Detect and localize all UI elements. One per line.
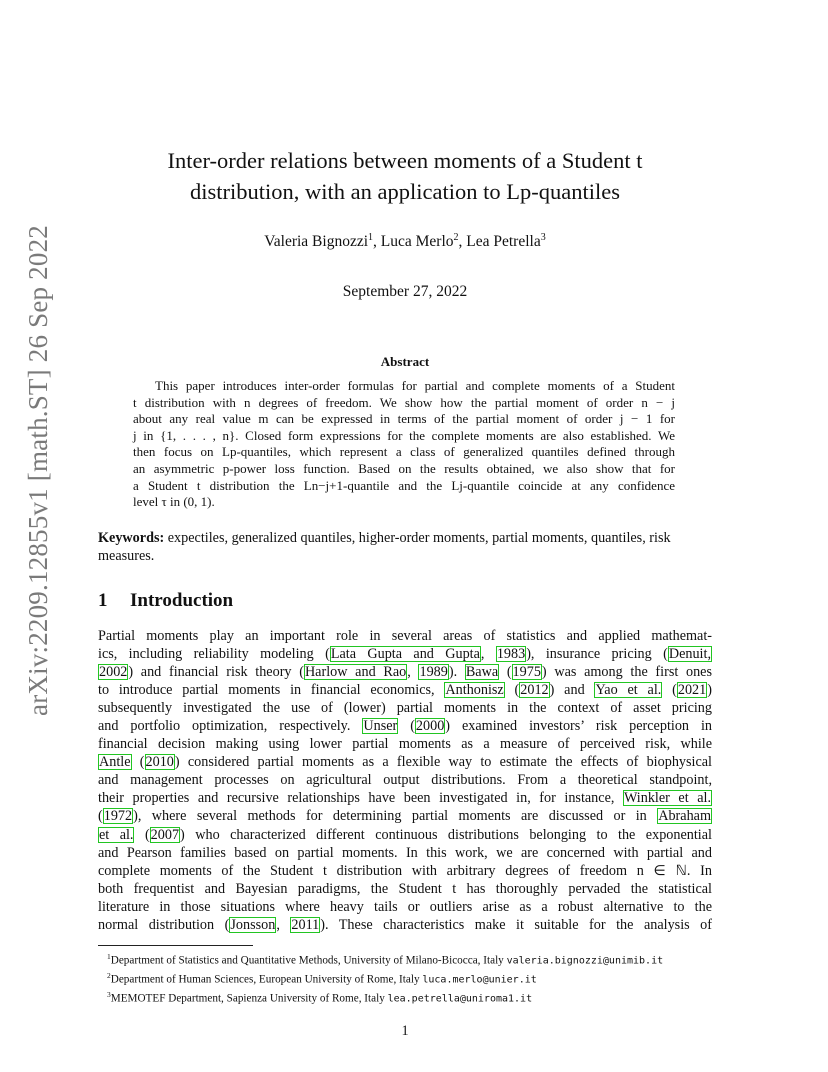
intro-line (98, 645, 712, 663)
keywords-text: expectiles, generalized quantiles, higher-order moments, partial moments, quantiles, risk measures. (98, 530, 671, 564)
intro-text: financial decision making using lower partial moments as a measure of perceived risk, while (98, 736, 712, 753)
intro-text: subsequently investigated the use of (lower) partial moments in the context of asset pricing (98, 700, 712, 717)
intro-line (98, 898, 712, 916)
intro-text: literature in those situations where heavy tails or outliers arise as a robust alternative to the (98, 898, 712, 915)
intro-text: Partial moments play an important role in several areas of statistics and applied mathemat- (98, 628, 712, 644)
intro-text: ) was among the first ones (541, 664, 712, 681)
intro-line (98, 916, 712, 934)
footnote-mark: 2 (107, 971, 111, 981)
intro-line (98, 735, 712, 753)
citation-link[interactable]: Harlow and Rao (304, 664, 407, 681)
citation-link[interactable]: 1983 (496, 646, 526, 663)
abstract-line: about any real value m can be expressed in terms of the partial moment of order j − 1 for (133, 411, 675, 427)
footnote-text: Department of Human Sciences, European University of Rome, Italy (110, 973, 423, 986)
author-name: Lea Petrella (466, 233, 541, 251)
intro-line (98, 663, 712, 681)
intro-text: ) and financial risk theory ( (128, 664, 304, 681)
author-name: Valeria Bignozzi (264, 233, 369, 251)
citation-link[interactable]: Unser (363, 718, 398, 735)
intro-text: ( (499, 664, 512, 681)
intro-line (98, 826, 712, 844)
title-line-2: distribution, with an application to Lp-quantiles (190, 179, 620, 204)
intro-text: normal distribution ( (98, 916, 230, 933)
citation-link[interactable]: et al. (99, 826, 134, 843)
intro-text: complete moments of the Student t distribution with arbitrary degrees of freedom n ∈ ℕ. In (98, 862, 712, 879)
intro-line (98, 789, 712, 807)
citation-link[interactable]: Anthonisz (445, 682, 504, 699)
email-link[interactable]: lea.petrella@uniroma1.it (387, 994, 533, 1006)
citation-link[interactable]: 2010 (145, 754, 174, 771)
citation-link[interactable]: 1989 (419, 664, 448, 681)
citation-link[interactable]: Winkler et al. (623, 790, 711, 807)
footnote (98, 950, 788, 969)
abstract-line: level τ in (0, 1). (133, 494, 215, 510)
abstract-body (133, 378, 675, 511)
footnote-text: Department of Statistics and Quantitative Methods, University of Milano-Bicocca, Italy (110, 954, 507, 967)
intro-text: , (407, 664, 419, 681)
citation-link[interactable]: Yao et al. (595, 682, 662, 699)
section-number: 1 (98, 590, 108, 611)
intro-text: ). These characteristics make it suitable for the analysis of (320, 916, 712, 933)
footnote (98, 988, 788, 1007)
abstract-line: an asymmetric p-power loss function. Based on the results obtained, we also show that for (133, 460, 675, 476)
footnote (98, 969, 788, 988)
footnotes (98, 950, 788, 1008)
intro-text: ) and (549, 682, 595, 699)
intro-text: ( (504, 682, 520, 699)
intro-text: to introduce partial moments in financial economics, (98, 682, 445, 699)
paper-title (98, 145, 712, 207)
email-link[interactable]: valeria.bignozzi@unimib.it (506, 955, 664, 967)
intro-text: ), where several methods for determining partial moments are discussed or in (133, 808, 658, 825)
citation-link[interactable]: 1972 (103, 808, 133, 825)
intro-line (98, 807, 712, 825)
citation-link[interactable]: 2002 (99, 664, 128, 681)
abstract-line: a Student t distribution the Ln−j+1-quantile and the Lj-quantile coincide at any confidence (133, 477, 675, 493)
citation-link[interactable]: 2007 (150, 826, 180, 843)
intro-text: , (480, 646, 496, 663)
author-mark: 3 (540, 232, 546, 243)
citation-link[interactable]: 1975 (512, 664, 541, 681)
email-link[interactable]: luca.merlo@unier.it (422, 974, 537, 986)
intro-text: ) examined investors’ risk perception in (445, 718, 712, 735)
intro-line (98, 753, 712, 771)
intro-line (98, 681, 712, 699)
citation-link[interactable]: Denuit, (668, 646, 711, 663)
footnote-rule (98, 945, 253, 946)
intro-text: and portfolio optimization, respectively. (98, 718, 363, 735)
citation-link[interactable]: Lata Gupta and Gupta (330, 646, 480, 663)
citation-link[interactable]: Jonsson (230, 916, 276, 933)
footnote-text: MEMOTEF Department, Sapienza University of Rome, Italy (110, 993, 388, 1006)
intro-text: and Pearson families based on partial moments. In this work, we are concerned with partial and (98, 844, 712, 861)
intro-text: ). (448, 664, 465, 681)
intro-text: ), insurance pricing ( (526, 646, 668, 663)
intro-text: ( (662, 682, 677, 699)
intro-text: ) who characterized different continuous distributions belonging to the exponential (180, 826, 712, 843)
keywords-label: Keywords: (98, 530, 165, 546)
section-title: Introduction (130, 590, 234, 611)
footnote-mark: 1 (107, 952, 111, 961)
arxiv-stamp-text: arXiv:2209.12855v1 [math.ST] 26 Sep 2022 (22, 224, 53, 716)
intro-text: , (276, 916, 291, 933)
author-list: Valeria Bignozzi$^1$, Luca Merlo$^2$, Lea Petrella$^3$ (264, 232, 546, 251)
page-number: 1 (401, 1023, 409, 1039)
intro-line (98, 844, 712, 862)
abstract-line: j in {1, . . . , n}. Closed form expressions for the complete moments are also established. We (133, 427, 675, 443)
intro-text: ( (398, 718, 415, 735)
introduction-body (98, 627, 712, 934)
arxiv-stamp (18, 224, 58, 716)
paper-date: September 27, 2022 (342, 283, 468, 300)
citation-link[interactable]: 2021 (677, 682, 707, 699)
author-name: Luca Merlo (380, 233, 454, 251)
author-mark: 2 (453, 232, 459, 243)
intro-text: ( (134, 826, 150, 843)
intro-line (98, 627, 712, 645)
citation-link[interactable]: Bawa (465, 664, 499, 681)
intro-line (98, 880, 712, 898)
abstract-line: then focus on Lp-quantiles, which represent a class of generalized quantiles defined through (133, 444, 675, 460)
intro-line (98, 771, 712, 789)
abstract-heading: Abstract (380, 354, 430, 369)
citation-link[interactable]: 2012 (520, 682, 549, 699)
citation-link[interactable]: Antle (99, 754, 131, 771)
abstract-line: t distribution with n degrees of freedom. We show how the partial moment of order n − j (133, 394, 675, 410)
author-mark: 1 (368, 232, 374, 243)
intro-text: ) considered partial moments as a flexible way to estimate the effects of biophysical (174, 754, 713, 771)
intro-text: ( (98, 808, 103, 825)
title-line-1: Inter-order relations between moments of a Student t (167, 148, 643, 173)
intro-text: and management processes on agricultural output distributions. From a theoretical standpoint, (98, 772, 712, 789)
intro-text: ) (707, 682, 712, 699)
section-heading (98, 590, 233, 612)
citation-link[interactable]: 2000 (415, 718, 445, 735)
citation-link[interactable]: 2011 (291, 916, 320, 933)
intro-line (98, 717, 712, 735)
intro-line (98, 862, 712, 880)
keywords (98, 529, 712, 565)
intro-line (98, 699, 712, 717)
citation-link[interactable]: Abraham (658, 808, 711, 825)
intro-text: their properties and recursive relationships have been investigated in, for instance, (98, 790, 623, 807)
abstract-line: This paper introduces inter-order formulas for partial and complete moments of a Student (155, 378, 675, 393)
intro-text: ics, including reliability modeling ( (98, 646, 330, 663)
intro-text: both frequentist and Bayesian paradigms, the Student t has thoroughly pervaded the statistical (98, 880, 712, 897)
intro-text: ( (131, 754, 145, 771)
footnote-mark: 3 (107, 990, 111, 1000)
